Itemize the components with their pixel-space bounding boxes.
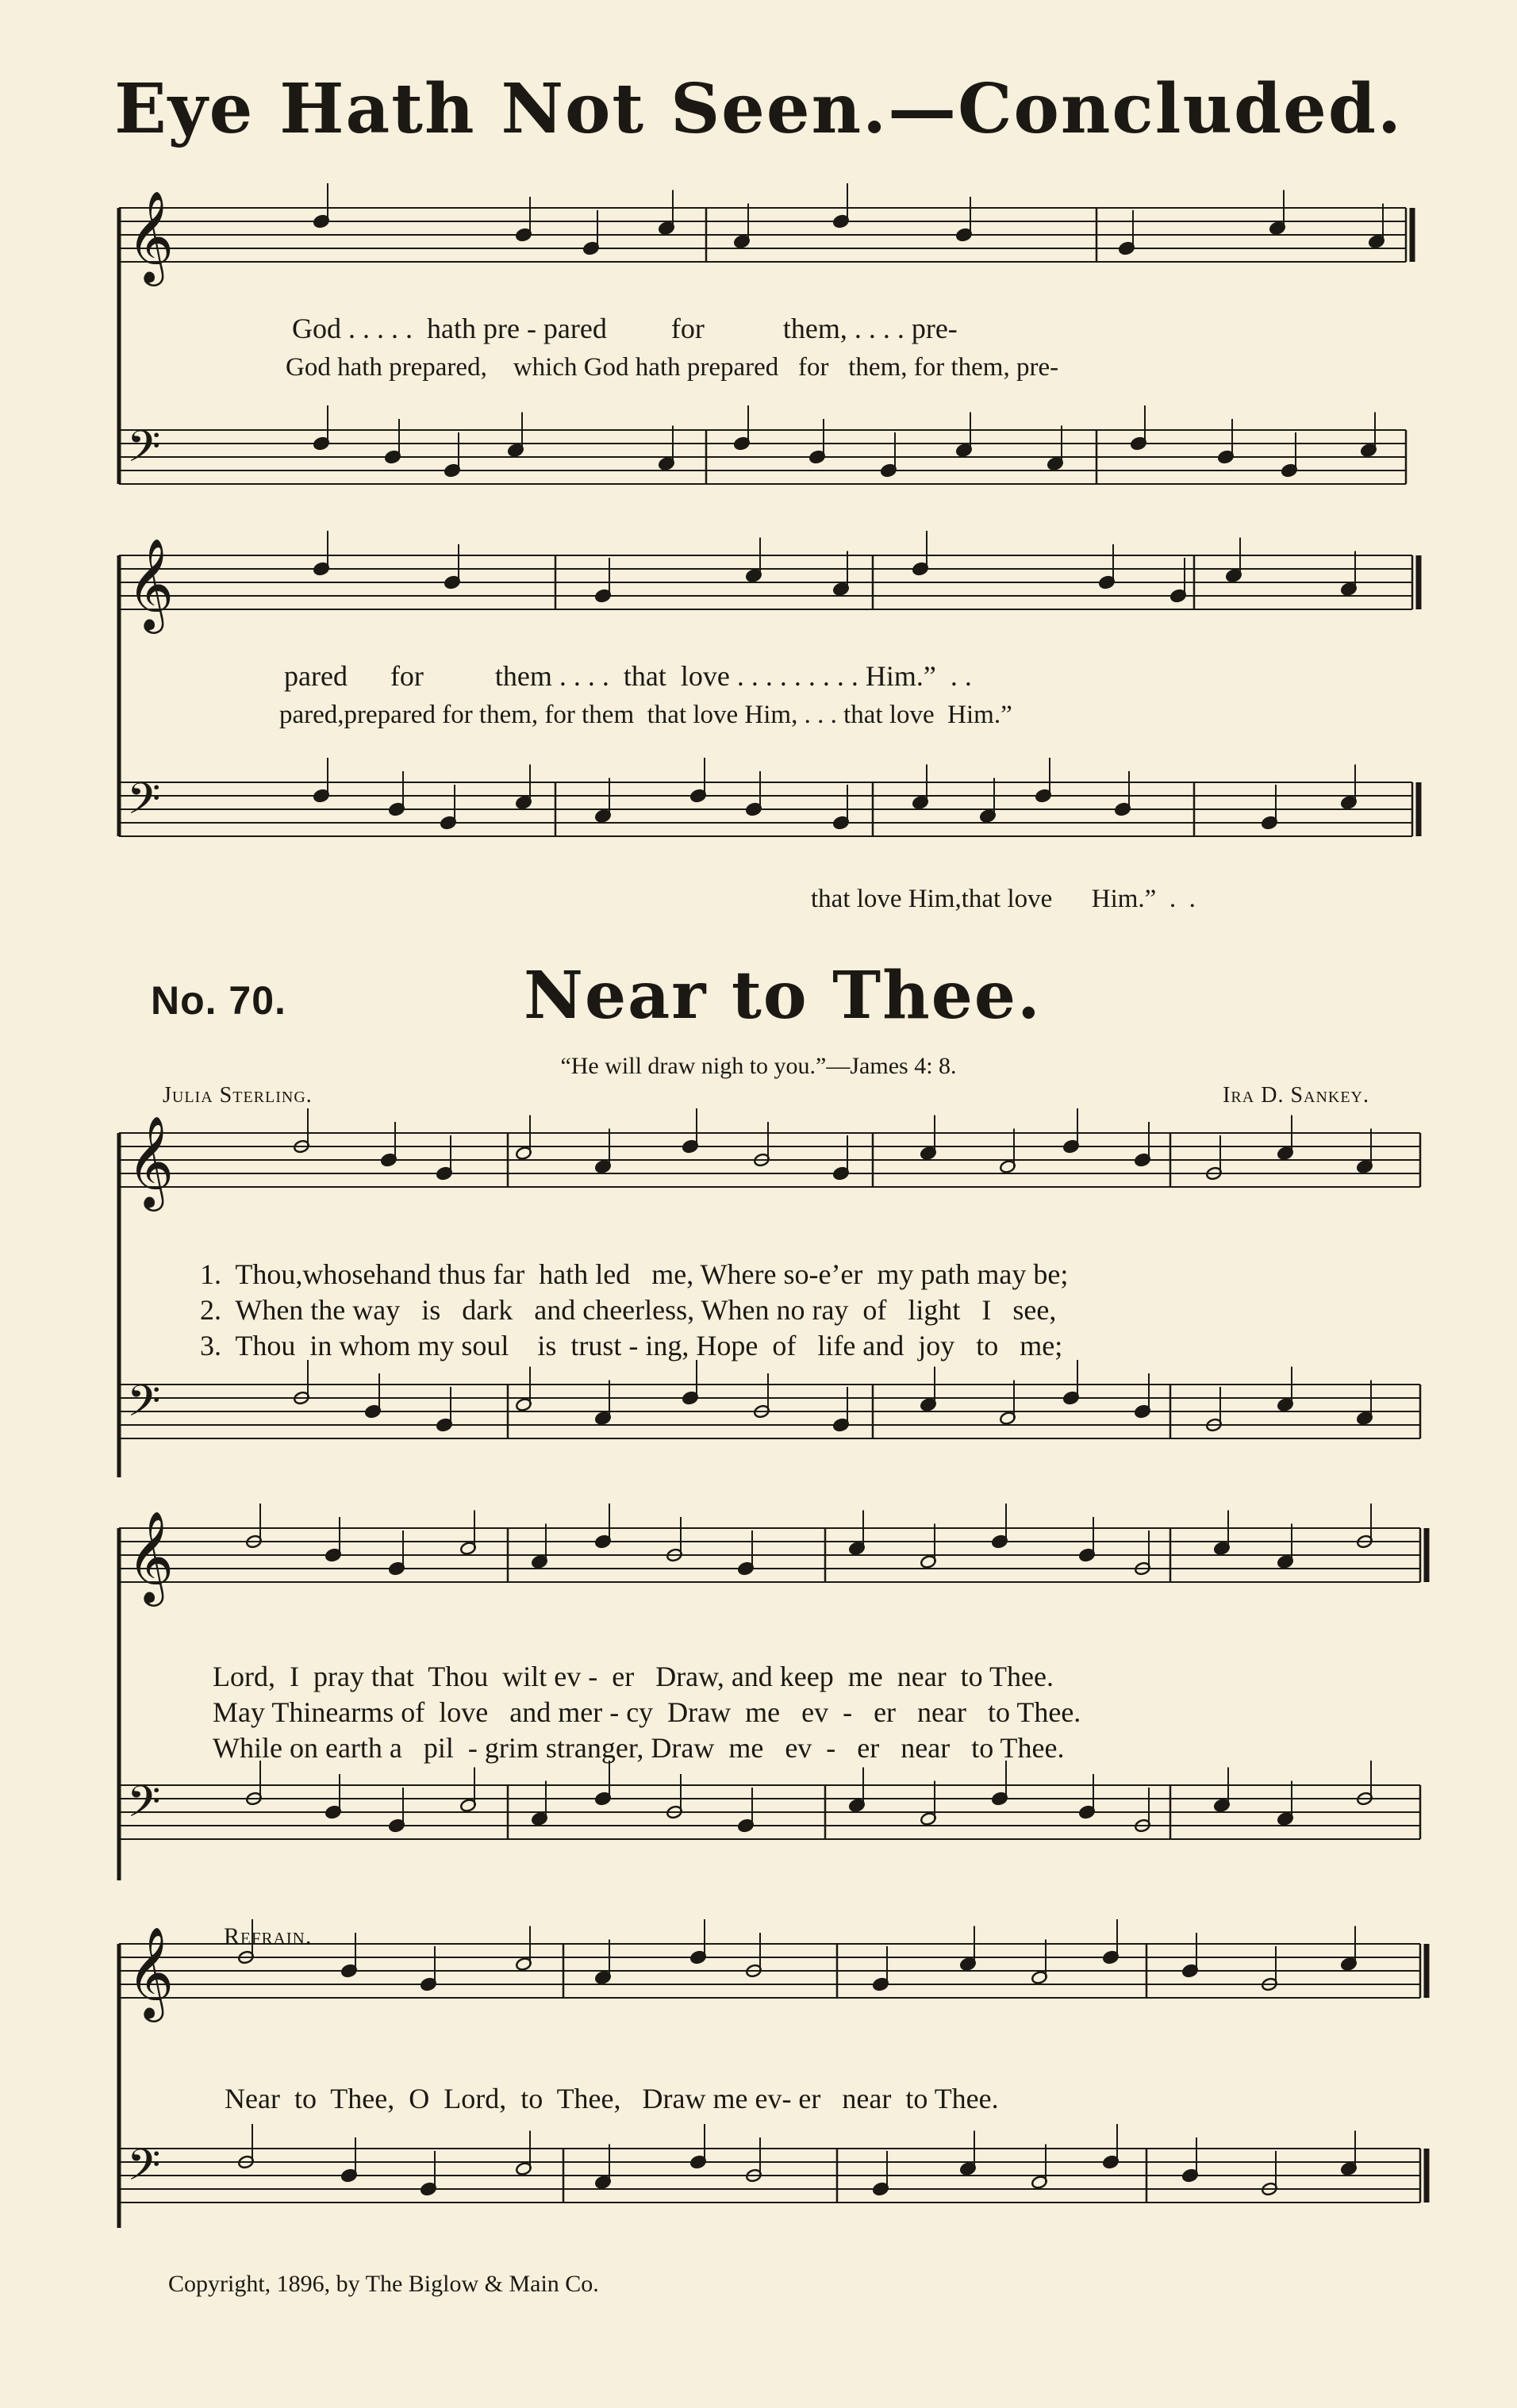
bass-clef-icon: 𝄢 (127, 1776, 161, 1838)
bass-clef-icon: 𝄢 (127, 1376, 161, 1437)
verse-1-line-1: 1. Thou,whosehand thus far hath led me, Where so-e’er my path may be; (200, 1258, 1069, 1290)
treble-clef-icon: 𝄞 (127, 1926, 175, 2018)
concluded-title: Eye Hath Not Seen.—Concluded. (114, 69, 1403, 149)
concluded-lyric-2b: pared,prepared for them, for them that love Him, . . . that love Him.” (279, 701, 1012, 729)
composer: Ira D. Sankey. (1223, 1083, 1369, 1108)
epigraph: “He will draw nigh to you.”—James 4: 8. (560, 1053, 957, 1079)
treble-clef-icon: 𝄞 (127, 1115, 175, 1208)
concluded-bass-lyric: that love Him,that love Him.” . . (811, 885, 1196, 913)
verse-2-line-1: 2. When the way is dark and cheerless, When no ray of light I see, (200, 1294, 1057, 1326)
verse-3-line-1: 3. Thou in whom my soul is trust - ing, Hope of life and joy to me; (200, 1330, 1063, 1361)
treble-clef-icon: 𝄞 (127, 1510, 175, 1603)
refrain-lyric: Near to Thee, O Lord, to Thee, Draw me ev- er near to Thee. (225, 2083, 999, 2114)
verse-1-line-2: Lord, I pray that Thou wilt ev - er Draw, and keep me near to Thee. (213, 1661, 1054, 1692)
hymn-number: No. 70. (151, 978, 286, 1023)
concluded-lyric-1a: God . . . . . hath pre - pared for them, . . . . pre- (292, 313, 958, 344)
bass-clef-icon: 𝄢 (127, 2140, 161, 2201)
treble-clef-icon: 𝄞 (127, 190, 175, 282)
treble-clef-icon: 𝄞 (127, 537, 175, 630)
verse-3-line-2: While on earth a pil - grim stranger, Draw me ev - er near to Thee. (213, 1732, 1065, 1764)
verse-2-line-2: May Thinearms of love and mer - cy Draw me ev - er near to Thee. (213, 1696, 1081, 1728)
bass-clef-icon: 𝄢 (127, 774, 161, 835)
copyright: Copyright, 1896, by The Biglow & Main Co. (168, 2271, 599, 2297)
bass-clef-icon: 𝄢 (127, 421, 161, 482)
author: Julia Sterling. (163, 1083, 313, 1108)
concluded-lyric-1b: God hath prepared, which God hath prepared for them, for them, pre- (286, 353, 1059, 382)
hymn-title: Near to Thee. (524, 958, 1042, 1034)
refrain-label: Refrain. (224, 1923, 313, 1949)
concluded-lyric-2a: pared for them . . . . that love . . . . . . . . . Him.” . . (284, 660, 972, 692)
